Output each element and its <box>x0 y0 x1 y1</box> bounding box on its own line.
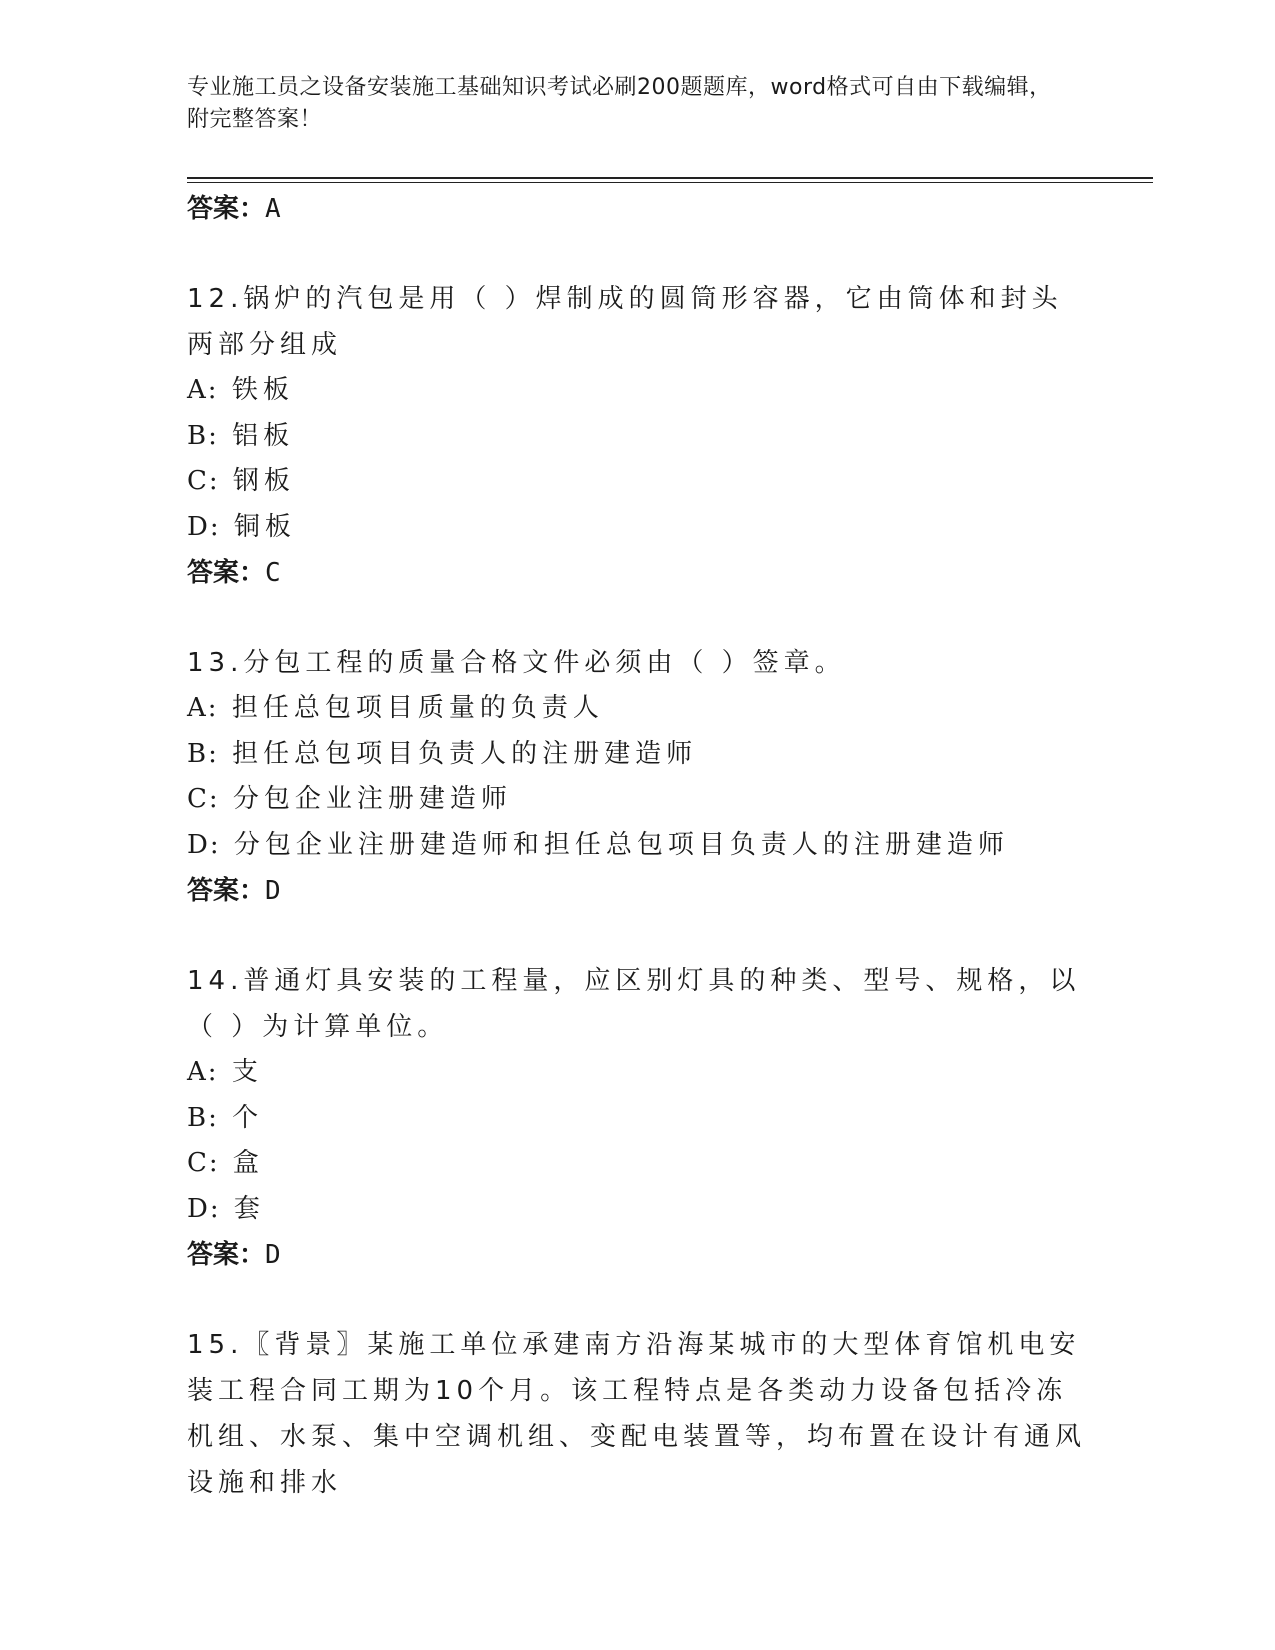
document-body <box>187 186 1087 1506</box>
document-header: 专业施工员之设备安装施工基础知识考试必刷200题题库，word格式可自由下载编辑，附完整答案！ <box>187 75 1052 132</box>
option-c: C: 钢板 <box>187 466 295 496</box>
option-a: A: 铁板 <box>187 375 294 405</box>
option-d: D: 分包企业注册建造师和担任总包项目负责人的注册建造师 <box>187 829 1009 860</box>
question-15 <box>187 1322 1087 1506</box>
option-c: C: 盒 <box>187 1148 264 1178</box>
question-12 <box>187 276 1087 596</box>
answer-line: 答案：C <box>187 558 281 588</box>
option-d: D: 铜板 <box>187 511 296 542</box>
question-14 <box>187 958 1087 1278</box>
option-c: C: 分包企业注册建造师 <box>187 784 512 814</box>
question-text: 13.分包工程的质量合格文件必须由（ ）签章。 <box>187 648 846 678</box>
option-b: B: 铝板 <box>187 420 295 451</box>
question-text: 15.〖背景〗某施工单位承建南方沿海某城市的大型体育馆机电安装工程合同工期为10个月。该工程特点是各类动力设备包括冷冻机组、水泵、集中空调机组、变配电装置等，均布置在设计有通风设施和排水 <box>187 1330 1087 1498</box>
answer-line: 答案：D <box>187 876 281 906</box>
answer-line: 答案：D <box>187 1240 281 1270</box>
answer-line: 答案：A <box>187 194 281 224</box>
header-rule-thick <box>187 177 1153 179</box>
question-text: 14.普通灯具安装的工程量，应区别灯具的种类、型号、规格，以（ ）为计算单位。 <box>187 966 1081 1042</box>
question-13 <box>187 640 1087 914</box>
question-text: 12.锅炉的汽包是用（ ）焊制成的圆筒形容器，它由筒体和封头两部分组成 <box>187 284 1063 360</box>
option-b: B: 个 <box>187 1102 264 1133</box>
header-rule-thin <box>187 182 1153 183</box>
option-a: A: 担任总包项目质量的负责人 <box>187 693 604 723</box>
option-d: D: 套 <box>187 1193 265 1224</box>
option-a: A: 支 <box>187 1057 263 1087</box>
option-b: B: 担任总包项目负责人的注册建造师 <box>187 738 698 769</box>
